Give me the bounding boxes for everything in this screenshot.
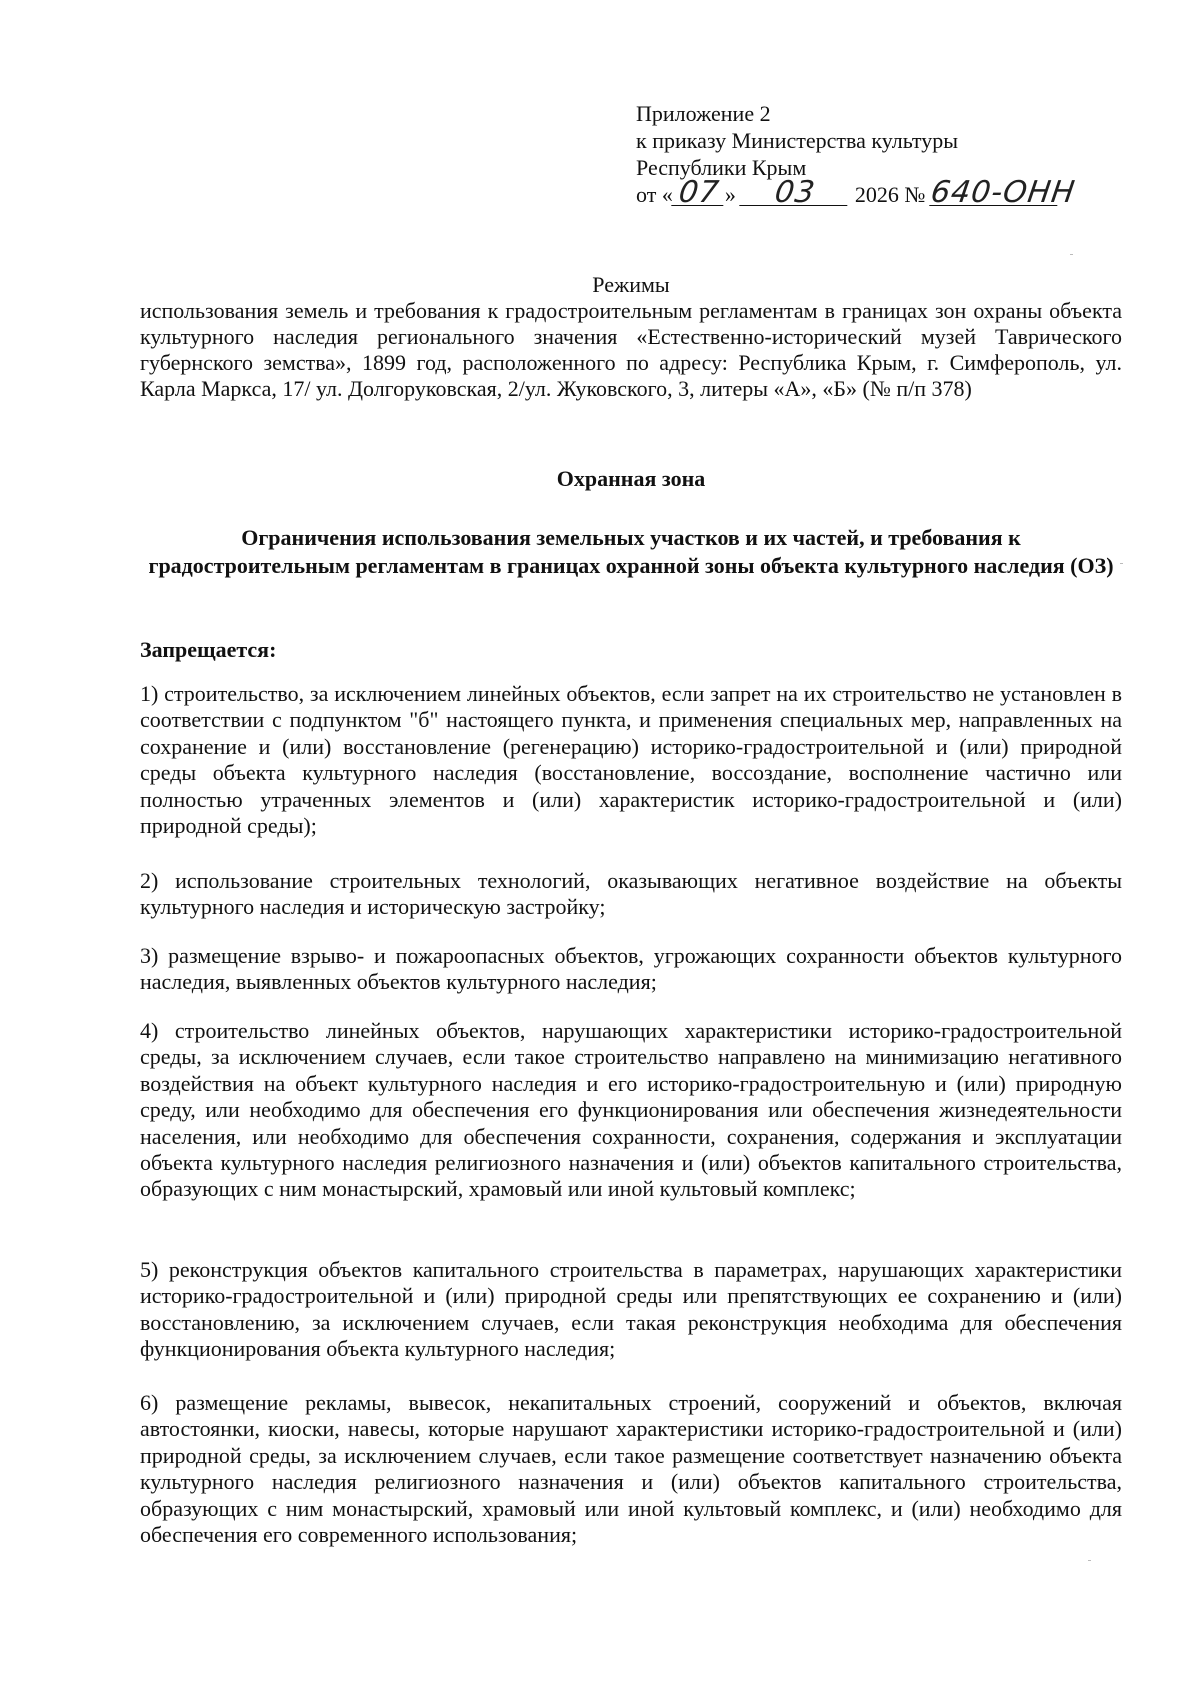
order-year: 2026 № [854, 182, 926, 207]
scan-speck [1120, 563, 1123, 564]
list-item-text: 1) строительство, за исключением линейных объектов, если запрет на их строительство не установлен в соответствии с подпунктом "б" настоящего пункта, и применения специальных мер, направленных на сохранение и (или) восстановление (регенерацию) историко-градостроительной и (или) природной среды объекта культурного наследия (восстановление, воссоздание, восполнение частично или полностью утраченных элементов и (или) характеристик историко-градостроительной и (или) природной среды); [140, 681, 1122, 839]
list-item-text: 6) размещение рекламы, вывесок, некапитальных строений, сооружений и объектов, включая автостоянки, киоски, навесы, которые нарушают характеристики историко-градостроительной и (или) природной среды, за исключением случаев, если такое размещение соответствует назначению объекта культурного наследия религиозного назначения и (или) объектов капитального строительства, образующих с ним монастырский, храмовый или иной культовый комплекс, и (или) необходимо для обеспечения его современного использования; [140, 1390, 1122, 1548]
list-item-text: 3) размещение взрыво- и пожароопасных объектов, угрожающих сохранности объектов культурного наследия, выявленных объектов культурного наследия; [140, 943, 1122, 995]
order-date-line: от « 07 » 03 2026 № 640-ОНН [636, 175, 1078, 210]
order-reference: к приказу Министерства культуры [636, 128, 959, 153]
list-item [140, 1257, 1122, 1363]
list-item [140, 681, 1122, 839]
intro-paragraph: использования земель и требования к градостроительным регламентам в границах зон охраны объекта культурного наследия регионального значения «Естественно-исторический музей Таврического губернского земства», 1899 год, расположенного по адресу: Республика Крым, г. Симферополь, ул. Карла Маркса, 17/ ул. Долгоруковская, 2/ул. Жуковского, 3, литеры «А», «Б» (№ п/п 378) [140, 298, 1122, 401]
scan-speck [1070, 254, 1073, 255]
scan-speck [1088, 1560, 1091, 1561]
list-item [140, 868, 1122, 921]
appendix-header [636, 100, 1106, 208]
handwritten-order-number: 640-ОНН [928, 175, 1078, 210]
handwritten-day: 07 [671, 181, 727, 206]
document-title: Режимы [592, 272, 670, 297]
list-item [140, 1390, 1122, 1548]
appendix-number: Приложение 2 [636, 101, 771, 126]
republic-name: Республики Крым [636, 155, 807, 180]
list-item [140, 943, 1122, 996]
list-item-text: 4) строительство линейных объектов, нарушающих характеристики историко-градостроительной среды, за исключением случаев, если такое строительство направлено на минимизацию негативного воздействия на объект культурного наследия и его историко-градостроительную и (или) природную среду, или необходимо для обеспечения его функционирования или обеспечения жизнедеятельности населения, или необходимо для обеспечения сохранности, сохранения, содержания и эксплуатации объекта культурного наследия религиозного назначения и (или) объектов капитального строительства, образующих с ним монастырский, храмовый или иной культовый комплекс; [140, 1018, 1122, 1202]
restrictions-heading: Ограничения использования земельных участков и их частей, и требования к градостроительным регламентам в границах охранной зоны объекта культурного наследия (ОЗ) [148, 525, 1114, 578]
handwritten-month: 03 [740, 181, 852, 206]
list-item-text: 5) реконструкция объектов капитального строительства в параметрах, нарушающих характеристики историко-градостроительной и (или) природной среды или препятствующих ее сохранению и (или) восстановлению, за исключением случаев, если такая реконструкция необходима для обеспечения функционирования объекта культурного наследия; [140, 1257, 1122, 1362]
list-item-text: 2) использование строительных технологий, оказывающих негативное воздействие на объекты культурного наследия и историческую застройку; [140, 868, 1122, 920]
zone-title: Охранная зона [556, 466, 706, 491]
forbidden-label: Запрещается: [140, 637, 277, 662]
list-item [140, 1018, 1122, 1203]
